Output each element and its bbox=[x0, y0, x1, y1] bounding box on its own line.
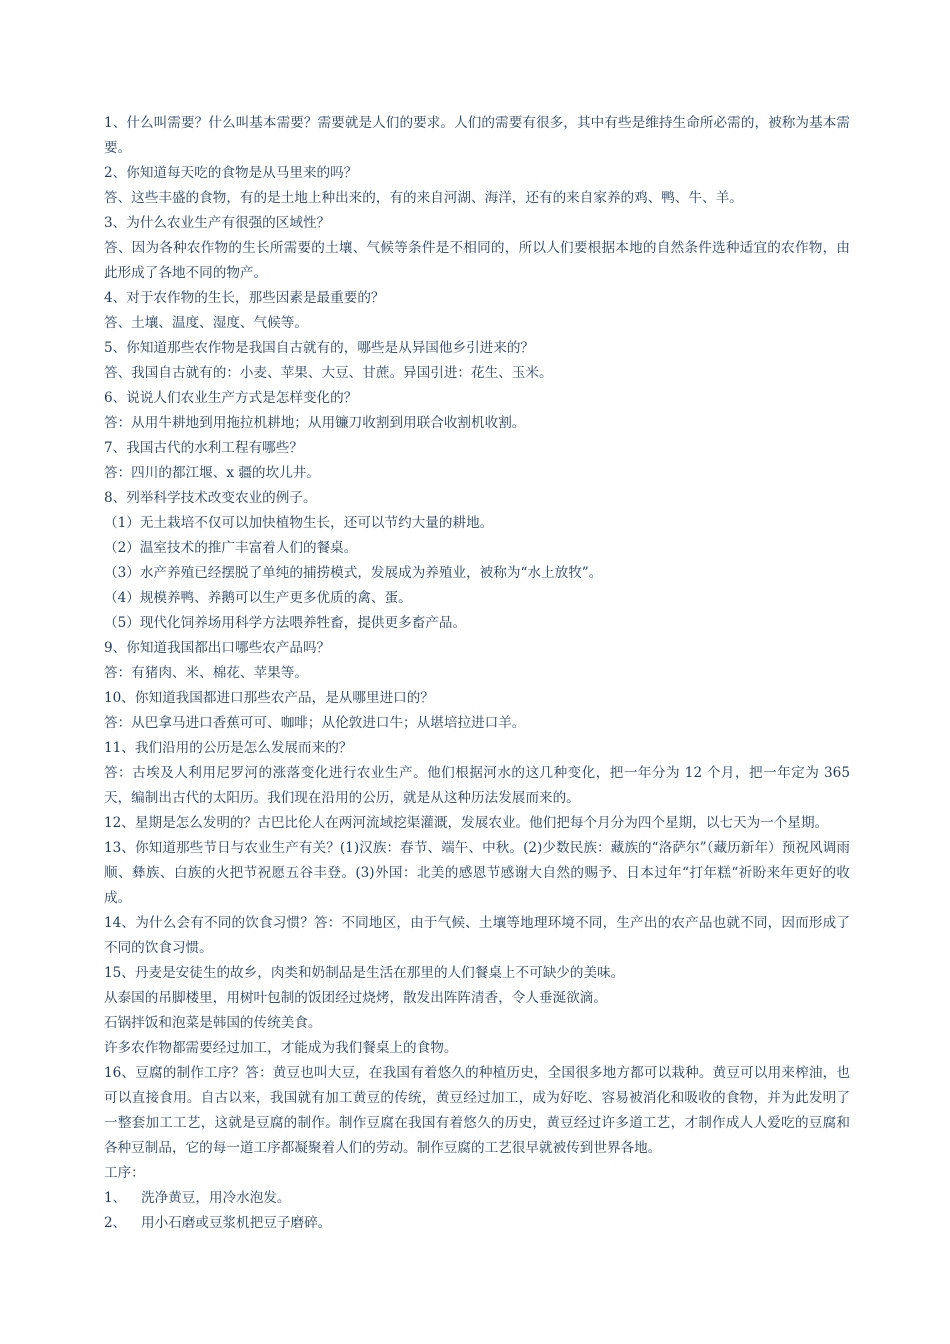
q3-question: 3、为什么农业生产有很强的区域性？ bbox=[104, 215, 331, 231]
q11-answer: 答：古埃及人利用尼罗河的涨落变化进行农业生产。他们根据河水的这几种变化，把一年分为 12 个月，把一年定为 365 天，编制出古代的太阳历。我们现在沿用的公历，就是从这种历法发展而来的。 bbox=[104, 765, 850, 806]
q13-text: 13、你知道那些节日与农业生产有关？(1)汉族：春节、端午、中秋。(2)少数民族：藏族的“洛萨尔”（藏历新年）预祝风调雨顺、彝族、白族的火把节祝愿五谷丰登。(3)外国：北美的感恩节感谢大自然的赐予、日本过年“打年糕“祈盼来年更好的收成。 bbox=[104, 840, 850, 906]
document-page bbox=[104, 111, 850, 1236]
q12-text: 12、星期是怎么发明的？古巴比伦人在两河流域挖渠灌溉，发展农业。他们把每个月分为四个星期，以七天为一个星期。 bbox=[104, 815, 829, 831]
q2-answer: 答、这些丰盛的食物，有的是土地上种出来的，有的来自河湖、海洋，还有的来自家养的鸡、鸭、牛、羊。 bbox=[104, 190, 743, 206]
q2-question: 2、你知道每天吃的食物是从马里来的吗？ bbox=[104, 165, 358, 181]
q9-answer: 答：有猪肉、米、棉花、苹果等。 bbox=[104, 665, 308, 681]
q5-answer: 答、我国自古就有的：小麦、苹果、大豆、甘蔗。异国引进：花生、玉米。 bbox=[104, 365, 553, 381]
process-step bbox=[104, 1211, 850, 1236]
step-number: 1、 bbox=[104, 1190, 127, 1206]
q7-answer: 答：四川的都江堰、x 疆的坎儿井。 bbox=[104, 465, 320, 481]
q11-question: 11、我们沿用的公历是怎么发展而来的？ bbox=[104, 740, 353, 756]
q14-text: 14、为什么会有不同的饮食习惯？答：不同地区，由于气候、土壤等地理环境不同，生产出的农产品也就不同，因而形成了不同的饮食习惯。 bbox=[104, 915, 850, 956]
step-text: 洗净黄豆，用冷水泡发。 bbox=[141, 1190, 291, 1206]
q8-item-2: （2）温室技术的推广丰富着人们的餐桌。 bbox=[104, 540, 358, 556]
q3-answer: 答、因为各种农作物的生长所需要的土壤、气候等条件是不相同的，所以人们要根据本地的自然条件选种适宜的农作物，由此形成了各地不同的物产。 bbox=[104, 240, 850, 281]
process-step bbox=[104, 1186, 850, 1211]
step-number: 2、 bbox=[104, 1215, 127, 1231]
q16-text: 16、豆腐的制作工序？答：黄豆也叫大豆，在我国有着悠久的种植历史，全国很多地方都可以栽种。黄豆可以用来榨油，也可以直接食用。自古以来，我国就有加工黄豆的传统，黄豆经过加工，成为好吃、容易被消化和吸收的食物，并为此发明了一整套加工工艺，这就是豆腐的制作。制作豆腐在我国有着悠久的历史，黄豆经过许多道工艺，才制作成人人爱吃的豆腐和各种豆制品，它的每一道工序都凝聚着人们的劳动。制作豆腐的工艺很早就被传到世界各地。 bbox=[104, 1065, 850, 1156]
q8-item-4: （4）规模养鸭、养鹅可以生产更多优质的禽、蛋。 bbox=[104, 590, 412, 606]
q8-item-1: （1）无土栽培不仅可以加快植物生长，还可以节约大量的耕地。 bbox=[104, 515, 494, 531]
process-heading: 工序： bbox=[104, 1165, 145, 1181]
step-text: 用小石磨或豆浆机把豆子磨碎。 bbox=[141, 1215, 332, 1231]
q5-question: 5、你知道那些农作物是我国自古就有的，哪些是从异国他乡引进来的？ bbox=[104, 340, 535, 356]
q6-question: 6、说说人们农业生产方式是怎样变化的？ bbox=[104, 390, 358, 406]
q9-question: 9、你知道我国都出口哪些农产品吗？ bbox=[104, 640, 331, 656]
q8-question: 8、列举科学技术改变农业的例子。 bbox=[104, 490, 317, 506]
q15-thailand: 从泰国的吊脚楼里，用树叶包制的饭团经过烧烤，散发出阵阵清香，令人垂涎欲滴。 bbox=[104, 990, 607, 1006]
q4-question: 4、对于农作物的生长，那些因素是最重要的？ bbox=[104, 290, 385, 306]
q6-answer: 答：从用牛耕地到用拖拉机耕地；从用镰刀收割到用联合收割机收割。 bbox=[104, 415, 526, 431]
q15-text: 15、丹麦是安徒生的故乡，肉类和奶制品是生活在那里的人们餐桌上不可缺少的美味。 bbox=[104, 965, 625, 981]
q10-answer: 答：从巴拿马进口香蕉可可、咖啡；从伦敦进口牛；从堪培拉进口羊。 bbox=[104, 715, 526, 731]
q7-question: 7、我国古代的水利工程有哪些？ bbox=[104, 440, 303, 456]
q8-item-5: （5）现代化饲养场用科学方法喂养牲畜，提供更多畜产品。 bbox=[104, 615, 467, 631]
q15-processing: 许多农作物都需要经过加工，才能成为我们餐桌上的食物。 bbox=[104, 1040, 458, 1056]
q8-item-3: （3）水产养殖已经摆脱了单纯的捕捞模式，发展成为养殖业，被称为“水上放牧”。 bbox=[104, 565, 603, 581]
q4-answer: 答、土壤、温度、湿度、气候等。 bbox=[104, 315, 308, 331]
q10-question: 10、你知道我国都进口那些农产品，是从哪里进口的？ bbox=[104, 690, 434, 706]
q15-korea: 石锅拌饭和泡菜是韩国的传统美食。 bbox=[104, 1015, 322, 1031]
q1-text: 1、什么叫需要？什么叫基本需要？需要就是人们的要求。人们的需要有很多，其中有些是维持生命所必需的，被称为基本需要。 bbox=[104, 115, 850, 156]
